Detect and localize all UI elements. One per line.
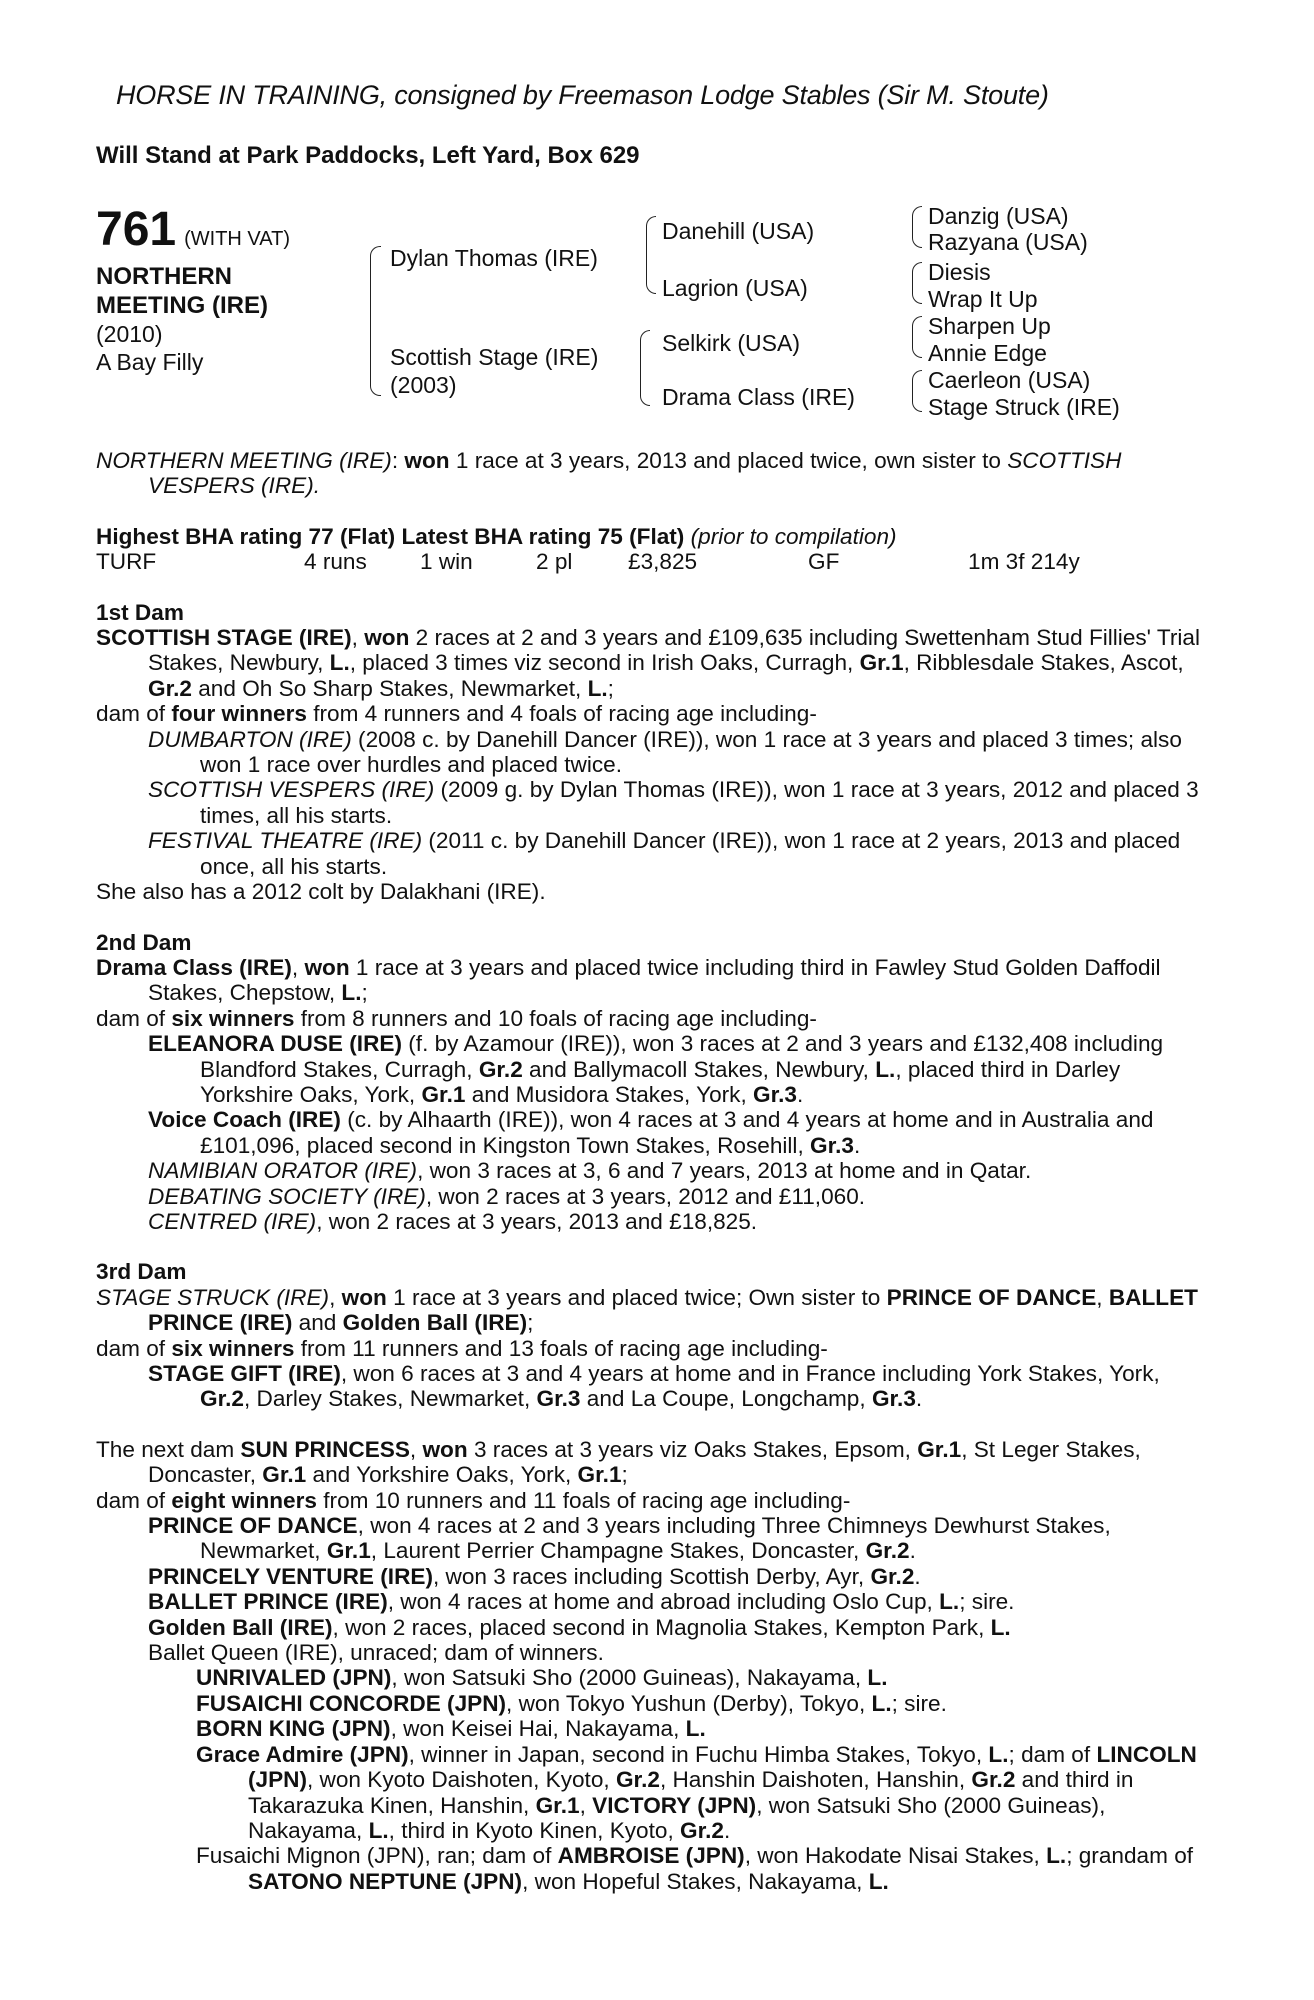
pedigree-dss: Sharpen Up bbox=[928, 313, 1051, 339]
race-summary: NORTHERN MEETING (IRE): won 1 race at 3 years, 2013 and placed twice, own sister to SCOTTISH VESPERS (IRE). bbox=[96, 448, 1122, 499]
page-title: HORSE IN TRAINING, consigned by Freemason Lodge Stables (Sir M. Stoute) bbox=[116, 80, 1049, 110]
brace-sire bbox=[646, 216, 656, 294]
second-dam-produce: dam of six winners from 8 runners and 10 foals of racing age including- bbox=[96, 1005, 817, 1031]
horse-description: A Bay Filly bbox=[96, 349, 204, 375]
rating-line: Highest BHA rating 77 (Flat) Latest BHA rating 75 (Flat) (prior to compilation) bbox=[96, 523, 897, 549]
offspring-princely-venture: PRINCELY VENTURE (IRE), won 3 races including Scottish Derby, Ayr, Gr.2. bbox=[148, 1563, 921, 1589]
next-dam-record: The next dam SUN PRINCESS, won 3 races at 3 years viz Oaks Stakes, Epsom, Gr.1, St Leger Stakes, Doncaster, Gr.1 and Yorkshire Oaks, York, Gr.1; bbox=[96, 1436, 1141, 1488]
brace-dd bbox=[912, 370, 922, 412]
offspring-scottish-vespers: SCOTTISH VESPERS (IRE) (2009 g. by Dylan Thomas (IRE)), won 1 race at 3 years, 2012 and placed 3 times, all his starts. bbox=[148, 777, 1199, 828]
horse-name-line2: MEETING (IRE) bbox=[96, 292, 268, 319]
grandoffspring-fusaichi-concorde: FUSAICHI CONCORDE (JPN), won Tokyo Yushun (Derby), Tokyo, L.; sire. bbox=[196, 1690, 947, 1716]
offspring-eleanora-duse: ELEANORA DUSE (IRE) (f. by Azamour (IRE)), won 3 races at 2 and 3 years and £132,408 including Blandford Stakes, Curragh, Gr.2 and Ballymacoll Stakes, Newbury, L., placed third in Darley Yorkshire Oaks, York, Gr.1 and Musidora Stakes, York, Gr.3. bbox=[148, 1031, 1164, 1107]
horse-name-line1: NORTHERN bbox=[96, 263, 232, 290]
stand-location: Will Stand at Park Paddocks, Left Yard, Box 629 bbox=[96, 142, 640, 169]
pedigree-sd: Lagrion (USA) bbox=[662, 275, 808, 301]
brace-sd bbox=[912, 262, 922, 304]
brace-dam bbox=[640, 330, 650, 406]
offspring-dumbarton: DUMBARTON (IRE) (2008 c. by Danehill Dancer (IRE)), won 1 race at 3 years and placed 3 times; also won 1 race over hurdles and placed twice. bbox=[148, 726, 1182, 778]
third-dam-heading: 3rd Dam bbox=[96, 1259, 187, 1285]
grandoffspring-unrivaled: UNRIVALED (JPN), won Satsuki Sho (2000 Guineas), Nakayama, L. bbox=[196, 1665, 888, 1691]
next-dam-produce: dam of eight winners from 10 runners and 11 foals of racing age including- bbox=[96, 1487, 851, 1513]
grandoffspring-grace-admire: Grace Admire (JPN), winner in Japan, second in Fuchu Himba Stakes, Tokyo, L.; dam of LINCOLN (JPN), won Kyoto Daishoten, Kyoto, Gr.2, Hanshin Daishoten, Hanshin, Gr.2 and third in Takarazuka Kinen, Hanshin, Gr.1, VICTORY (JPN), won Satsuki Sho (2000 Guineas), Nakayama, L., third in Kyoto Kinen, Kyoto, Gr.2. bbox=[196, 1741, 1197, 1843]
pedigree-dam-year: (2003) bbox=[390, 372, 457, 398]
lot-info bbox=[96, 203, 356, 376]
offspring-stage-gift: STAGE GIFT (IRE), won 6 races at 3 and 4 years at home and in France including York Stakes, York, Gr.2, Darley Stakes, Newmarket, Gr.3 and La Coupe, Longchamp, Gr.3. bbox=[148, 1361, 1160, 1412]
offspring-voice-coach: Voice Coach (IRE) (c. by Alhaarth (IRE)), won 4 races at 3 and 4 years at home and in Australia and £101,096, placed second in Kingston Town Stakes, Rosehill, Gr.3. bbox=[148, 1107, 1154, 1158]
lot-number: 761 bbox=[96, 203, 177, 256]
lot-vat: (WITH VAT) bbox=[184, 228, 290, 250]
pedigree-sds: Diesis bbox=[928, 259, 991, 285]
horse-name bbox=[96, 262, 356, 320]
foaling-year: (2010) bbox=[96, 321, 163, 347]
pedigree-dam: Scottish Stage (IRE) bbox=[390, 344, 599, 370]
offspring-festival-theatre: FESTIVAL THEATRE (IRE) (2011 c. by Danehill Dancer (IRE)), won 1 race at 2 years, 2013 and placed once, all his starts. bbox=[148, 828, 1181, 879]
offspring-centred: CENTRED (IRE), won 2 races at 3 years, 2013 and £18,825. bbox=[148, 1208, 758, 1234]
catalogue-body bbox=[96, 448, 1206, 1894]
pedigree-sss: Danzig (USA) bbox=[928, 203, 1069, 229]
brace-ss bbox=[912, 206, 922, 248]
pedigree-ds: Selkirk (USA) bbox=[662, 330, 801, 356]
offspring-golden-ball: Golden Ball (IRE), won 2 races, placed second in Magnolia Stakes, Kempton Park, L. bbox=[148, 1614, 1011, 1640]
offspring-prince-of-dance: PRINCE OF DANCE, won 4 races at 2 and 3 years including Three Chimneys Dewhurst Stakes, Newmarket, Gr.1, Laurent Perrier Champagne Stakes, Doncaster, Gr.2. bbox=[148, 1513, 1111, 1564]
first-dam-heading: 1st Dam bbox=[96, 599, 184, 625]
offspring-debating-society: DEBATING SOCIETY (IRE), won 2 races at 3 years, 2012 and £11,060. bbox=[148, 1183, 866, 1209]
first-dam-record: SCOTTISH STAGE (IRE), won 2 races at 2 and 3 years and £109,635 including Swettenham Stud Fillies' Trial Stakes, Newbury, L., placed 3 times viz second in Irish Oaks, Curragh, Gr.1, Ribblesdale Stakes, Ascot, Gr.2 and Oh So Sharp Stakes, Newmarket, L.; bbox=[96, 625, 1200, 701]
pedigree-sire: Dylan Thomas (IRE) bbox=[390, 245, 598, 271]
pedigree-ssd: Razyana (USA) bbox=[928, 229, 1088, 255]
brace-ds bbox=[912, 316, 922, 358]
pedigree-ddd: Stage Struck (IRE) bbox=[928, 394, 1120, 420]
pedigree-dsd: Annie Edge bbox=[928, 340, 1047, 366]
second-dam-record: Drama Class (IRE), won 1 race at 3 years and placed twice including third in Fawley Stud Golden Daffodil Stakes, Chepstow, L.; bbox=[96, 954, 1161, 1006]
grandoffspring-fusaichi-mignon: Fusaichi Mignon (JPN), ran; dam of AMBROISE (JPN), won Hakodate Nisai Stakes, L.; grandam of SATONO NEPTUNE (JPN), won Hopeful Stakes, Nakayama, L. bbox=[196, 1843, 1194, 1894]
third-dam-produce: dam of six winners from 11 runners and 13 foals of racing age including- bbox=[96, 1335, 828, 1361]
second-dam-heading: 2nd Dam bbox=[96, 929, 192, 955]
brace-gen1 bbox=[370, 246, 381, 396]
offspring-namibian-orator: NAMIBIAN ORATOR (IRE), won 3 races at 3, 6 and 7 years, 2013 at home and in Qatar. bbox=[148, 1158, 1032, 1184]
pedigree-sdd: Wrap It Up bbox=[928, 286, 1038, 312]
grandoffspring-born-king: BORN KING (JPN), won Keisei Hai, Nakayama, L. bbox=[196, 1716, 706, 1742]
offspring-ballet-queen: Ballet Queen (IRE), unraced; dam of winners. bbox=[148, 1640, 604, 1666]
pedigree-dds: Caerleon (USA) bbox=[928, 367, 1091, 393]
first-dam-also: She also has a 2012 colt by Dalakhani (IRE). bbox=[96, 879, 546, 905]
race-record: TURF 4 runs 1 win 2 pl £3,825 GF 1m 3f 214y bbox=[96, 549, 1080, 575]
third-dam-record: STAGE STRUCK (IRE), won 1 race at 3 years and placed twice; Own sister to PRINCE OF DANCE, BALLET PRINCE (IRE) and Golden Ball (IRE); bbox=[96, 1284, 1198, 1336]
first-dam-produce: dam of four winners from 4 runners and 4 foals of racing age including- bbox=[96, 701, 817, 727]
pedigree-ss: Danehill (USA) bbox=[662, 218, 815, 244]
pedigree-dd: Drama Class (IRE) bbox=[662, 384, 855, 410]
offspring-ballet-prince: BALLET PRINCE (IRE), won 4 races at home and abroad including Oslo Cup, L.; sire. bbox=[148, 1589, 1015, 1615]
